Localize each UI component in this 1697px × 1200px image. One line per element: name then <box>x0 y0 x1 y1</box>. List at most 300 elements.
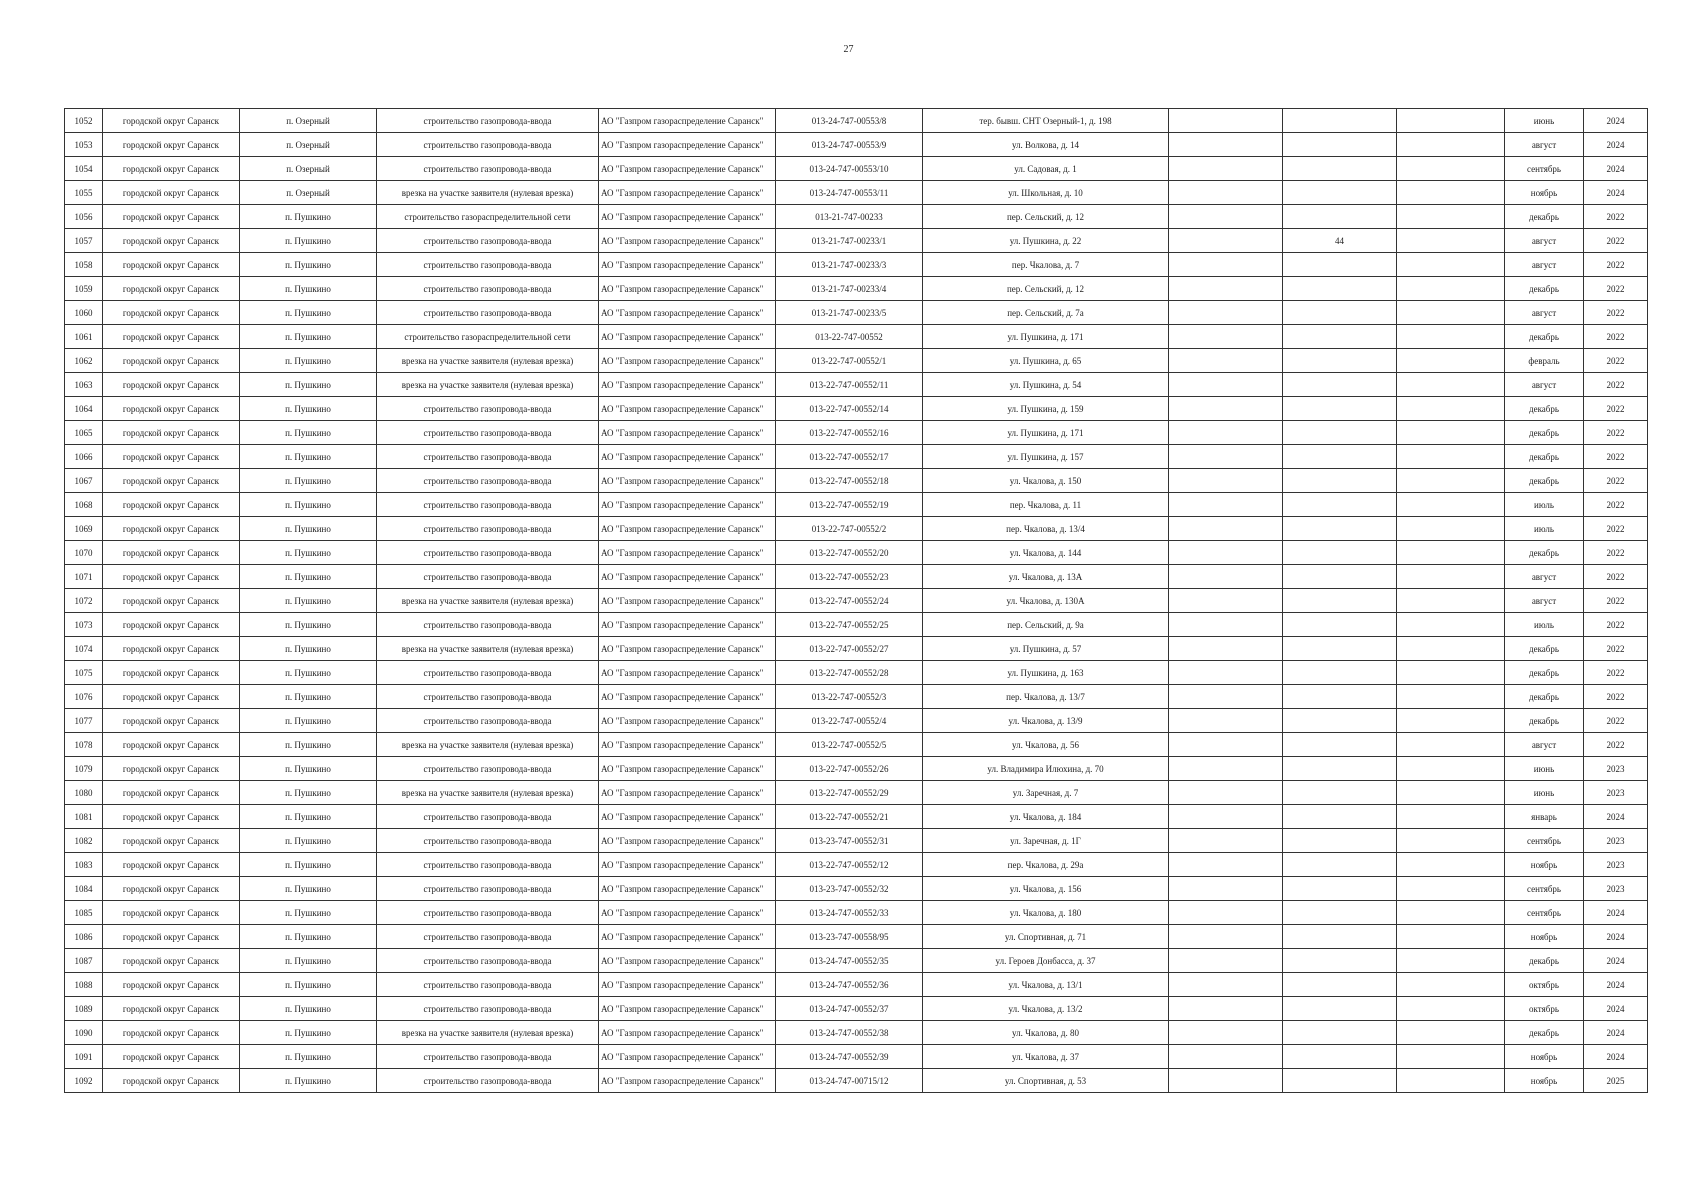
table-row <box>65 205 1648 229</box>
row-number-cell: 1086 <box>65 925 103 949</box>
organization-cell: АО "Газпром газораспределение Саранск" <box>599 253 776 277</box>
length-cell <box>1283 349 1397 373</box>
row-number-cell: 1067 <box>65 469 103 493</box>
work-type-cell: врезка на участке заявителя (нулевая врезка) <box>377 781 599 805</box>
blank-cell-1 <box>1169 637 1283 661</box>
month-cell: июнь <box>1505 757 1584 781</box>
length-cell <box>1283 901 1397 925</box>
address-cell: ул. Пушкина, д. 171 <box>923 325 1169 349</box>
district-cell: городской округ Саранск <box>103 253 240 277</box>
work-type-cell: строительство газопровода-ввода <box>377 253 599 277</box>
table-row <box>65 133 1648 157</box>
district-cell: городской округ Саранск <box>103 685 240 709</box>
settlement-cell: п. Пушкино <box>240 517 377 541</box>
district-cell: городской округ Саранск <box>103 1045 240 1069</box>
application-number-cell: 013-21-747-00233/5 <box>776 301 923 325</box>
district-cell: городской округ Саранск <box>103 877 240 901</box>
address-cell: ул. Заречная, д. 7 <box>923 781 1169 805</box>
organization-cell: АО "Газпром газораспределение Саранск" <box>599 517 776 541</box>
table-row <box>65 733 1648 757</box>
address-cell: пер. Чкалова, д. 13/7 <box>923 685 1169 709</box>
settlement-cell: п. Пушкино <box>240 277 377 301</box>
district-cell: городской округ Саранск <box>103 373 240 397</box>
length-cell <box>1283 925 1397 949</box>
length-cell <box>1283 445 1397 469</box>
row-number-cell: 1084 <box>65 877 103 901</box>
blank-cell-1 <box>1169 685 1283 709</box>
address-cell: ул. Школьная, д. 10 <box>923 181 1169 205</box>
length-cell <box>1283 637 1397 661</box>
organization-cell: АО "Газпром газораспределение Саранск" <box>599 661 776 685</box>
district-cell: городской округ Саранск <box>103 205 240 229</box>
settlement-cell: п. Пушкино <box>240 853 377 877</box>
blank-cell-1 <box>1169 949 1283 973</box>
organization-cell: АО "Газпром газораспределение Саранск" <box>599 277 776 301</box>
blank-cell-1 <box>1169 1045 1283 1069</box>
year-cell: 2022 <box>1584 565 1648 589</box>
blank-cell-2 <box>1397 301 1505 325</box>
application-number-cell: 013-22-747-00552/14 <box>776 397 923 421</box>
year-cell: 2022 <box>1584 613 1648 637</box>
organization-cell: АО "Газпром газораспределение Саранск" <box>599 589 776 613</box>
row-number-cell: 1052 <box>65 109 103 133</box>
application-number-cell: 013-22-747-00552/5 <box>776 733 923 757</box>
year-cell: 2024 <box>1584 949 1648 973</box>
year-cell: 2024 <box>1584 805 1648 829</box>
organization-cell: АО "Газпром газораспределение Саранск" <box>599 421 776 445</box>
settlement-cell: п. Пушкино <box>240 829 377 853</box>
year-cell: 2025 <box>1584 1069 1648 1093</box>
length-cell <box>1283 469 1397 493</box>
row-number-cell: 1075 <box>65 661 103 685</box>
blank-cell-1 <box>1169 493 1283 517</box>
address-cell: ул. Пушкина, д. 163 <box>923 661 1169 685</box>
blank-cell-1 <box>1169 421 1283 445</box>
settlement-cell: п. Пушкино <box>240 469 377 493</box>
row-number-cell: 1060 <box>65 301 103 325</box>
work-type-cell: строительство газопровода-ввода <box>377 949 599 973</box>
settlement-cell: п. Пушкино <box>240 949 377 973</box>
blank-cell-2 <box>1397 589 1505 613</box>
length-cell <box>1283 493 1397 517</box>
row-number-cell: 1058 <box>65 253 103 277</box>
work-type-cell: врезка на участке заявителя (нулевая врезка) <box>377 373 599 397</box>
month-cell: август <box>1505 589 1584 613</box>
district-cell: городской округ Саранск <box>103 277 240 301</box>
settlement-cell: п. Пушкино <box>240 205 377 229</box>
row-number-cell: 1072 <box>65 589 103 613</box>
blank-cell-2 <box>1397 445 1505 469</box>
row-number-cell: 1087 <box>65 949 103 973</box>
blank-cell-1 <box>1169 829 1283 853</box>
work-type-cell: строительство газопровода-ввода <box>377 805 599 829</box>
blank-cell-1 <box>1169 1069 1283 1093</box>
blank-cell-2 <box>1397 949 1505 973</box>
address-cell: ул. Чкалова, д. 13/9 <box>923 709 1169 733</box>
application-number-cell: 013-24-747-00715/12 <box>776 1069 923 1093</box>
district-cell: городской округ Саранск <box>103 397 240 421</box>
organization-cell: АО "Газпром газораспределение Саранск" <box>599 805 776 829</box>
month-cell: февраль <box>1505 349 1584 373</box>
blank-cell-1 <box>1169 541 1283 565</box>
length-cell <box>1283 733 1397 757</box>
month-cell: сентябрь <box>1505 157 1584 181</box>
year-cell: 2023 <box>1584 781 1648 805</box>
address-cell: тер. бывш. СНТ Озерный-1, д. 198 <box>923 109 1169 133</box>
district-cell: городской округ Саранск <box>103 181 240 205</box>
organization-cell: АО "Газпром газораспределение Саранск" <box>599 1045 776 1069</box>
application-number-cell: 013-23-747-00558/95 <box>776 925 923 949</box>
row-number-cell: 1071 <box>65 565 103 589</box>
length-cell <box>1283 205 1397 229</box>
row-number-cell: 1063 <box>65 373 103 397</box>
blank-cell-1 <box>1169 301 1283 325</box>
month-cell: август <box>1505 301 1584 325</box>
application-number-cell: 013-24-747-00552/33 <box>776 901 923 925</box>
work-type-cell: врезка на участке заявителя (нулевая врезка) <box>377 349 599 373</box>
blank-cell-2 <box>1397 757 1505 781</box>
month-cell: август <box>1505 373 1584 397</box>
district-cell: городской округ Саранск <box>103 493 240 517</box>
blank-cell-1 <box>1169 877 1283 901</box>
work-type-cell: строительство газопровода-ввода <box>377 709 599 733</box>
month-cell: ноябрь <box>1505 925 1584 949</box>
year-cell: 2022 <box>1584 637 1648 661</box>
address-cell: ул. Пушкина, д. 157 <box>923 445 1169 469</box>
row-number-cell: 1057 <box>65 229 103 253</box>
length-cell <box>1283 829 1397 853</box>
table-row <box>65 301 1648 325</box>
blank-cell-2 <box>1397 877 1505 901</box>
organization-cell: АО "Газпром газораспределение Саранск" <box>599 229 776 253</box>
table-row <box>65 685 1648 709</box>
address-cell: ул. Чкалова, д. 13/1 <box>923 973 1169 997</box>
application-number-cell: 013-21-747-00233/4 <box>776 277 923 301</box>
blank-cell-2 <box>1397 1021 1505 1045</box>
settlement-cell: п. Озерный <box>240 157 377 181</box>
application-number-cell: 013-22-747-00552/12 <box>776 853 923 877</box>
address-cell: ул. Чкалова, д. 80 <box>923 1021 1169 1045</box>
organization-cell: АО "Газпром газораспределение Саранск" <box>599 397 776 421</box>
organization-cell: АО "Газпром газораспределение Саранск" <box>599 949 776 973</box>
length-cell <box>1283 1069 1397 1093</box>
work-type-cell: строительство газопровода-ввода <box>377 109 599 133</box>
settlement-cell: п. Пушкино <box>240 301 377 325</box>
table-row <box>65 325 1648 349</box>
district-cell: городской округ Саранск <box>103 157 240 181</box>
length-cell <box>1283 781 1397 805</box>
year-cell: 2022 <box>1584 445 1648 469</box>
settlement-cell: п. Пушкино <box>240 1069 377 1093</box>
blank-cell-2 <box>1397 109 1505 133</box>
settlement-cell: п. Пушкино <box>240 373 377 397</box>
work-type-cell: строительство газопровода-ввода <box>377 757 599 781</box>
length-cell <box>1283 853 1397 877</box>
row-number-cell: 1064 <box>65 397 103 421</box>
month-cell: ноябрь <box>1505 1069 1584 1093</box>
blank-cell-2 <box>1397 901 1505 925</box>
blank-cell-2 <box>1397 853 1505 877</box>
row-number-cell: 1062 <box>65 349 103 373</box>
table-row <box>65 421 1648 445</box>
month-cell: август <box>1505 133 1584 157</box>
application-number-cell: 013-22-747-00552/24 <box>776 589 923 613</box>
month-cell: декабрь <box>1505 541 1584 565</box>
row-number-cell: 1088 <box>65 973 103 997</box>
settlement-cell: п. Пушкино <box>240 733 377 757</box>
organization-cell: АО "Газпром газораспределение Саранск" <box>599 565 776 589</box>
application-number-cell: 013-23-747-00552/31 <box>776 829 923 853</box>
work-type-cell: строительство газопровода-ввода <box>377 613 599 637</box>
year-cell: 2024 <box>1584 109 1648 133</box>
row-number-cell: 1077 <box>65 709 103 733</box>
district-cell: городской округ Саранск <box>103 541 240 565</box>
row-number-cell: 1076 <box>65 685 103 709</box>
table-row <box>65 181 1648 205</box>
year-cell: 2022 <box>1584 229 1648 253</box>
table-row <box>65 829 1648 853</box>
table-row <box>65 541 1648 565</box>
year-cell: 2024 <box>1584 1045 1648 1069</box>
district-cell: городской округ Саранск <box>103 445 240 469</box>
row-number-cell: 1081 <box>65 805 103 829</box>
year-cell: 2024 <box>1584 973 1648 997</box>
application-number-cell: 013-24-747-00553/9 <box>776 133 923 157</box>
blank-cell-2 <box>1397 829 1505 853</box>
application-number-cell: 013-24-747-00553/10 <box>776 157 923 181</box>
settlement-cell: п. Пушкино <box>240 805 377 829</box>
address-cell: ул. Спортивная, д. 53 <box>923 1069 1169 1093</box>
organization-cell: АО "Газпром газораспределение Саранск" <box>599 301 776 325</box>
application-number-cell: 013-22-747-00552 <box>776 325 923 349</box>
organization-cell: АО "Газпром газораспределение Саранск" <box>599 637 776 661</box>
district-cell: городской округ Саранск <box>103 901 240 925</box>
work-type-cell: строительство газораспределительной сети <box>377 205 599 229</box>
district-cell: городской округ Саранск <box>103 349 240 373</box>
length-cell <box>1283 757 1397 781</box>
application-number-cell: 013-22-747-00552/17 <box>776 445 923 469</box>
application-number-cell: 013-22-747-00552/27 <box>776 637 923 661</box>
row-number-cell: 1080 <box>65 781 103 805</box>
work-type-cell: строительство газопровода-ввода <box>377 517 599 541</box>
blank-cell-2 <box>1397 253 1505 277</box>
settlement-cell: п. Пушкино <box>240 325 377 349</box>
settlement-cell: п. Пушкино <box>240 757 377 781</box>
length-cell <box>1283 541 1397 565</box>
year-cell: 2022 <box>1584 733 1648 757</box>
address-cell: ул. Пушкина, д. 57 <box>923 637 1169 661</box>
settlement-cell: п. Пушкино <box>240 901 377 925</box>
address-cell: ул. Чкалова, д. 144 <box>923 541 1169 565</box>
page-number: 27 <box>843 44 854 55</box>
organization-cell: АО "Газпром газораспределение Саранск" <box>599 1021 776 1045</box>
table-row <box>65 517 1648 541</box>
district-cell: городской округ Саранск <box>103 637 240 661</box>
table-row <box>65 373 1648 397</box>
settlement-cell: п. Пушкино <box>240 781 377 805</box>
year-cell: 2024 <box>1584 901 1648 925</box>
address-cell: ул. Пушкина, д. 159 <box>923 397 1169 421</box>
length-cell <box>1283 973 1397 997</box>
organization-cell: АО "Газпром газораспределение Саранск" <box>599 613 776 637</box>
month-cell: декабрь <box>1505 421 1584 445</box>
address-cell: пер. Сельский, д. 7а <box>923 301 1169 325</box>
address-cell: пер. Чкалова, д. 7 <box>923 253 1169 277</box>
blank-cell-2 <box>1397 133 1505 157</box>
district-cell: городской округ Саранск <box>103 109 240 133</box>
district-cell: городской округ Саранск <box>103 565 240 589</box>
row-number-cell: 1066 <box>65 445 103 469</box>
blank-cell-2 <box>1397 517 1505 541</box>
month-cell: июнь <box>1505 109 1584 133</box>
blank-cell-2 <box>1397 805 1505 829</box>
settlement-cell: п. Пушкино <box>240 493 377 517</box>
district-cell: городской округ Саранск <box>103 661 240 685</box>
table-row <box>65 1021 1648 1045</box>
settlement-cell: п. Пушкино <box>240 925 377 949</box>
blank-cell-1 <box>1169 805 1283 829</box>
blank-cell-2 <box>1397 637 1505 661</box>
length-cell: 44 <box>1283 229 1397 253</box>
application-number-cell: 013-22-747-00552/21 <box>776 805 923 829</box>
address-cell: ул. Чкалова, д. 180 <box>923 901 1169 925</box>
length-cell <box>1283 397 1397 421</box>
year-cell: 2022 <box>1584 493 1648 517</box>
settlement-cell: п. Пушкино <box>240 613 377 637</box>
month-cell: декабрь <box>1505 661 1584 685</box>
length-cell <box>1283 685 1397 709</box>
work-type-cell: строительство газопровода-ввода <box>377 541 599 565</box>
settlement-cell: п. Пушкино <box>240 1021 377 1045</box>
year-cell: 2024 <box>1584 157 1648 181</box>
year-cell: 2022 <box>1584 709 1648 733</box>
work-type-cell: строительство газопровода-ввода <box>377 157 599 181</box>
district-cell: городской округ Саранск <box>103 613 240 637</box>
blank-cell-2 <box>1397 397 1505 421</box>
work-type-cell: строительство газопровода-ввода <box>377 565 599 589</box>
row-number-cell: 1070 <box>65 541 103 565</box>
blank-cell-2 <box>1397 277 1505 301</box>
table-row <box>65 109 1648 133</box>
address-cell: пер. Сельский, д. 12 <box>923 277 1169 301</box>
length-cell <box>1283 373 1397 397</box>
application-number-cell: 013-24-747-00552/35 <box>776 949 923 973</box>
month-cell: август <box>1505 565 1584 589</box>
work-type-cell: строительство газопровода-ввода <box>377 829 599 853</box>
address-cell: ул. Пушкина, д. 22 <box>923 229 1169 253</box>
address-cell: ул. Чкалова, д. 150 <box>923 469 1169 493</box>
blank-cell-1 <box>1169 325 1283 349</box>
application-number-cell: 013-21-747-00233/3 <box>776 253 923 277</box>
row-number-cell: 1092 <box>65 1069 103 1093</box>
blank-cell-1 <box>1169 373 1283 397</box>
table-row <box>65 973 1648 997</box>
work-type-cell: строительство газопровода-ввода <box>377 421 599 445</box>
table-row <box>65 613 1648 637</box>
application-number-cell: 013-24-747-00552/38 <box>776 1021 923 1045</box>
month-cell: декабрь <box>1505 637 1584 661</box>
length-cell <box>1283 709 1397 733</box>
row-number-cell: 1085 <box>65 901 103 925</box>
month-cell: сентябрь <box>1505 901 1584 925</box>
blank-cell-2 <box>1397 493 1505 517</box>
year-cell: 2022 <box>1584 517 1648 541</box>
year-cell: 2022 <box>1584 421 1648 445</box>
application-number-cell: 013-24-747-00552/37 <box>776 997 923 1021</box>
settlement-cell: п. Пушкино <box>240 565 377 589</box>
work-type-cell: строительство газопровода-ввода <box>377 445 599 469</box>
district-cell: городской округ Саранск <box>103 133 240 157</box>
blank-cell-1 <box>1169 109 1283 133</box>
district-cell: городской округ Саранск <box>103 733 240 757</box>
settlement-cell: п. Пушкино <box>240 541 377 565</box>
settlement-cell: п. Пушкино <box>240 997 377 1021</box>
month-cell: октябрь <box>1505 997 1584 1021</box>
row-number-cell: 1061 <box>65 325 103 349</box>
organization-cell: АО "Газпром газораспределение Саранск" <box>599 901 776 925</box>
work-type-cell: строительство газопровода-ввода <box>377 469 599 493</box>
organization-cell: АО "Газпром газораспределение Саранск" <box>599 205 776 229</box>
organization-cell: АО "Газпром газораспределение Саранск" <box>599 325 776 349</box>
year-cell: 2022 <box>1584 373 1648 397</box>
table-row <box>65 637 1648 661</box>
table-row <box>65 757 1648 781</box>
organization-cell: АО "Газпром газораспределение Саранск" <box>599 685 776 709</box>
year-cell: 2022 <box>1584 253 1648 277</box>
table-row <box>65 157 1648 181</box>
month-cell: август <box>1505 253 1584 277</box>
table-row <box>65 277 1648 301</box>
length-cell <box>1283 517 1397 541</box>
district-cell: городской округ Саранск <box>103 421 240 445</box>
table-row <box>65 397 1648 421</box>
table-row <box>65 709 1648 733</box>
address-cell: пер. Чкалова, д. 11 <box>923 493 1169 517</box>
month-cell: декабрь <box>1505 445 1584 469</box>
work-type-cell: строительство газораспределительной сети <box>377 325 599 349</box>
work-type-cell: врезка на участке заявителя (нулевая врезка) <box>377 181 599 205</box>
table-row <box>65 925 1648 949</box>
organization-cell: АО "Газпром газораспределение Саранск" <box>599 733 776 757</box>
blank-cell-1 <box>1169 925 1283 949</box>
month-cell: декабрь <box>1505 397 1584 421</box>
address-cell: ул. Чкалова, д. 37 <box>923 1045 1169 1069</box>
district-cell: городской округ Саранск <box>103 469 240 493</box>
work-type-cell: строительство газопровода-ввода <box>377 133 599 157</box>
table-row <box>65 997 1648 1021</box>
work-type-cell: строительство газопровода-ввода <box>377 661 599 685</box>
address-cell: ул. Чкалова, д. 56 <box>923 733 1169 757</box>
address-cell: ул. Спортивная, д. 71 <box>923 925 1169 949</box>
settlement-cell: п. Пушкино <box>240 661 377 685</box>
blank-cell-1 <box>1169 589 1283 613</box>
year-cell: 2023 <box>1584 877 1648 901</box>
month-cell: сентябрь <box>1505 829 1584 853</box>
length-cell <box>1283 1045 1397 1069</box>
month-cell: декабрь <box>1505 205 1584 229</box>
settlement-cell: п. Пушкино <box>240 637 377 661</box>
organization-cell: АО "Газпром газораспределение Саранск" <box>599 373 776 397</box>
year-cell: 2024 <box>1584 181 1648 205</box>
organization-cell: АО "Газпром газораспределение Саранск" <box>599 709 776 733</box>
application-number-cell: 013-22-747-00552/19 <box>776 493 923 517</box>
address-cell: ул. Чкалова, д. 13А <box>923 565 1169 589</box>
month-cell: декабрь <box>1505 1021 1584 1045</box>
blank-cell-2 <box>1397 685 1505 709</box>
blank-cell-1 <box>1169 397 1283 421</box>
address-cell: ул. Пушкина, д. 65 <box>923 349 1169 373</box>
month-cell: июнь <box>1505 781 1584 805</box>
